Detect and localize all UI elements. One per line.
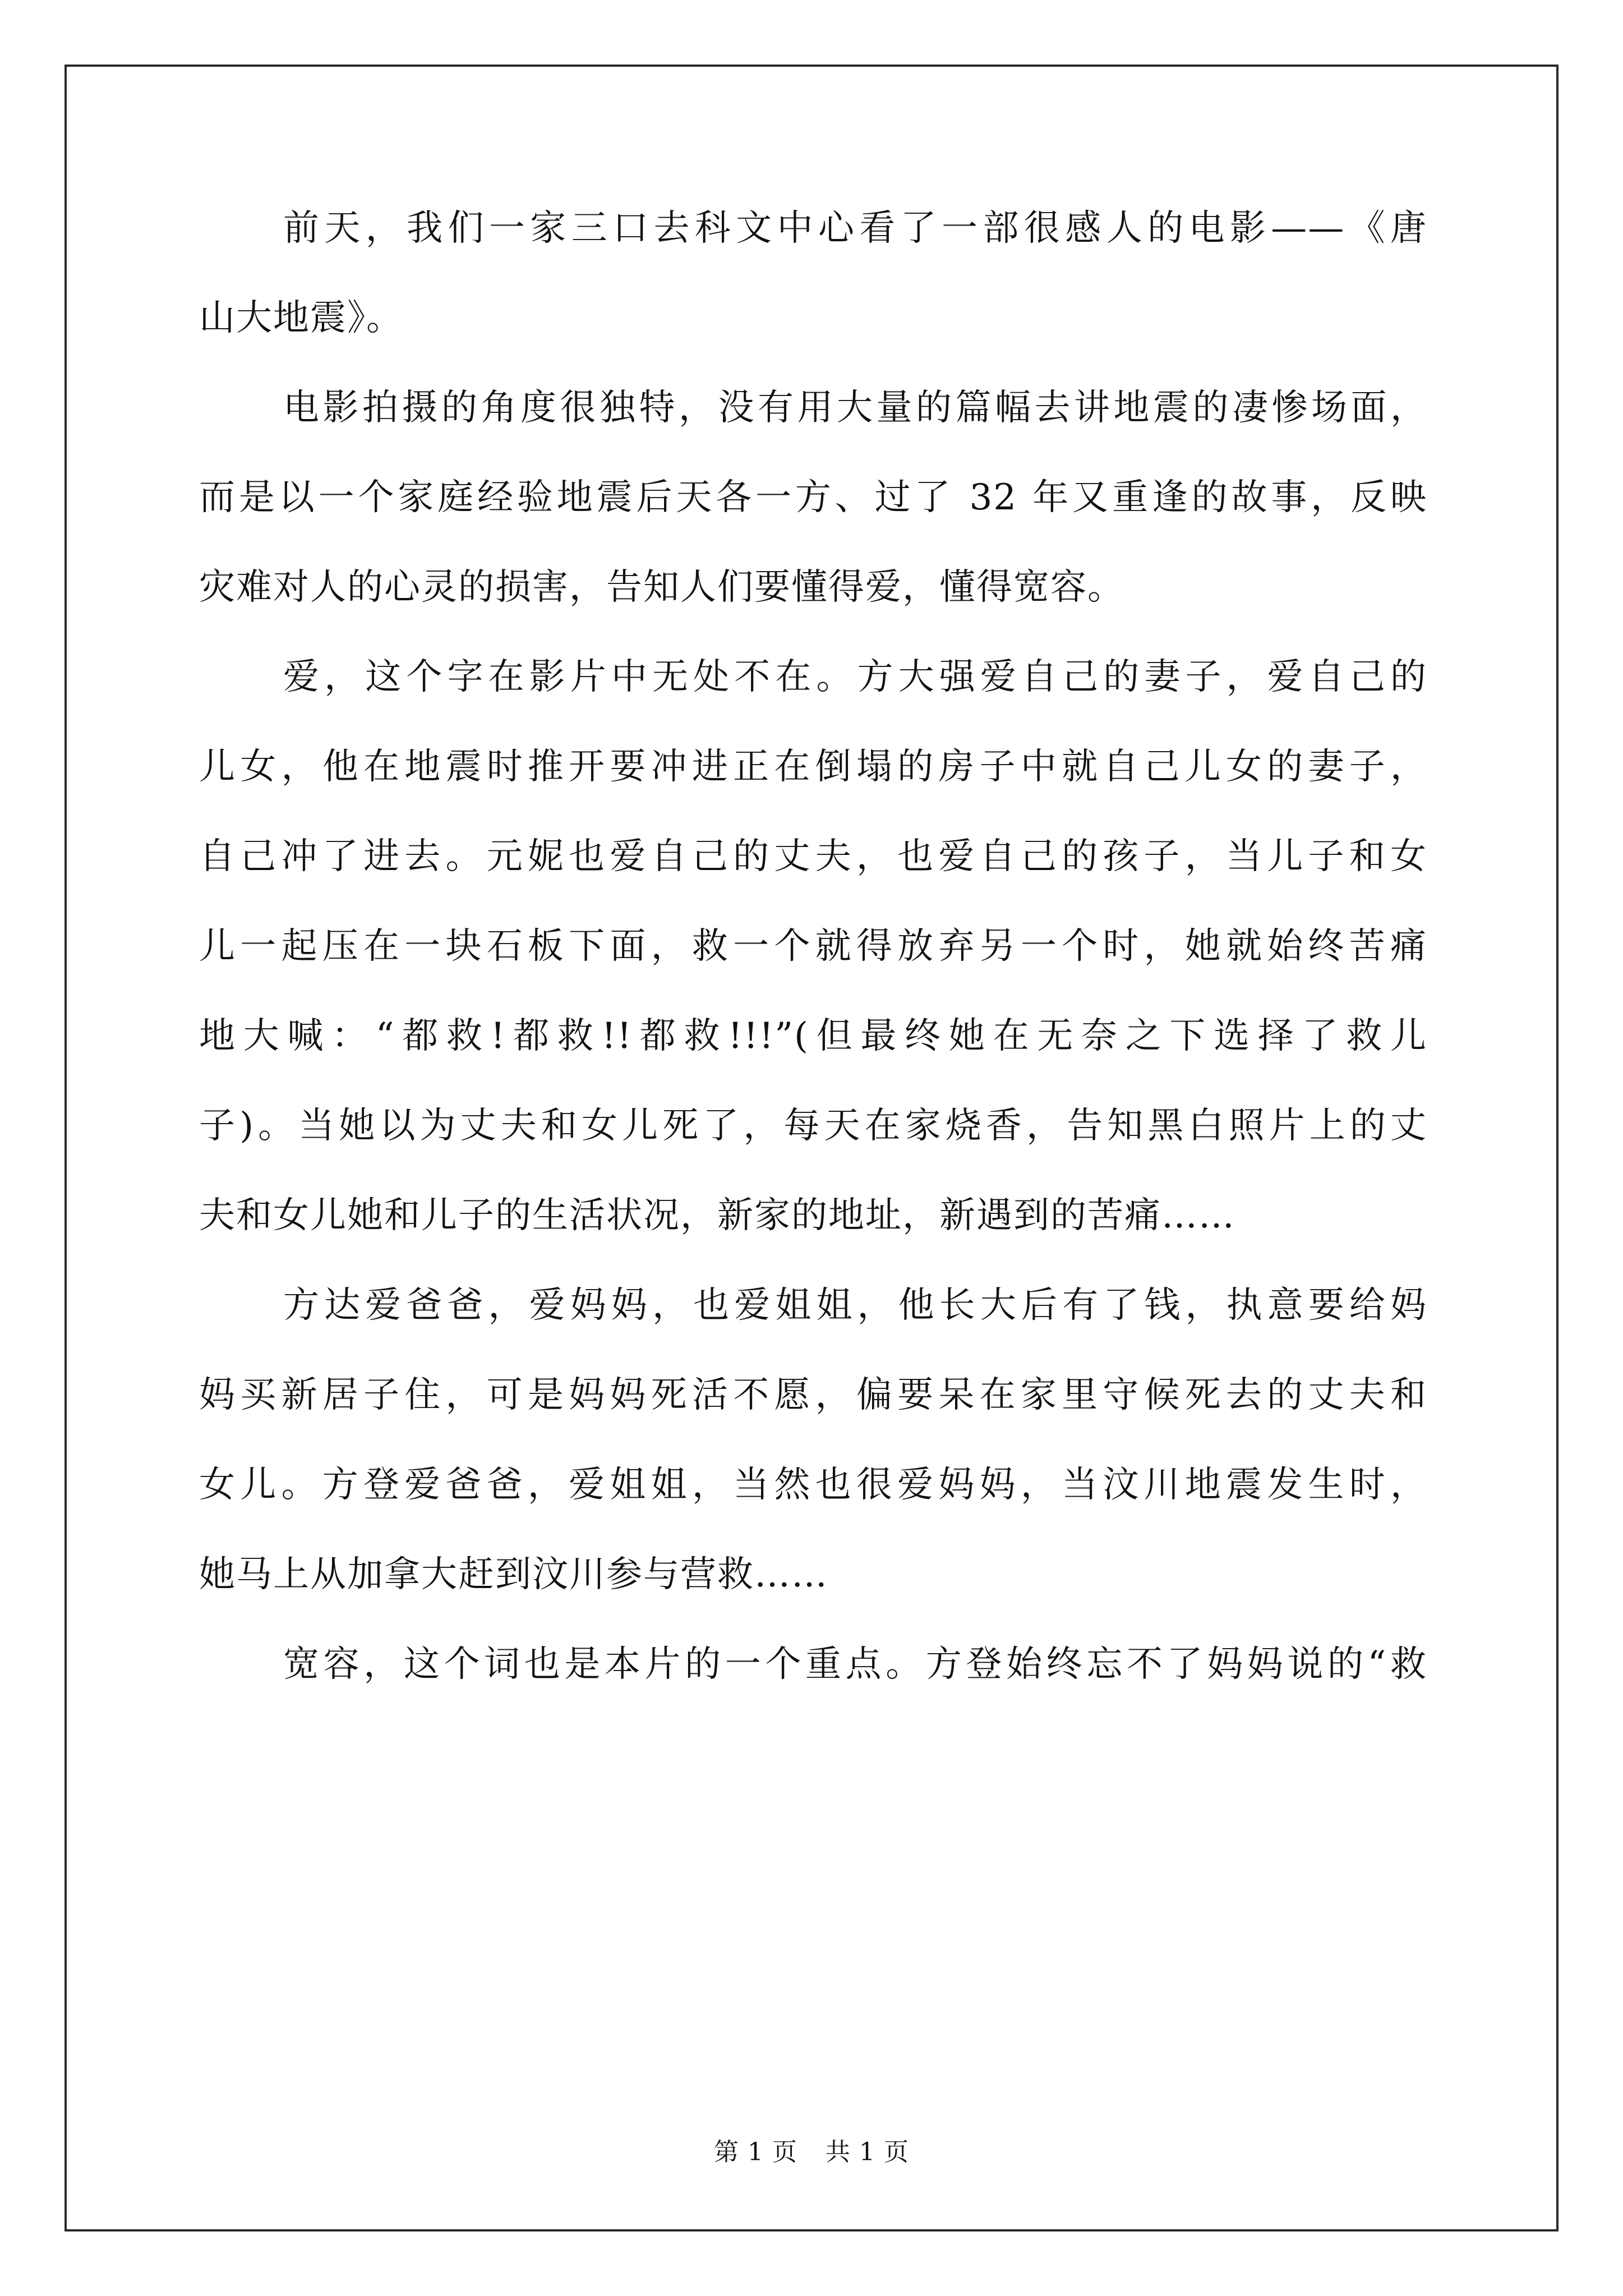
text-line: 她马上从加拿大赶到汶川参与营救…… bbox=[199, 1554, 828, 1595]
text-line: 妈买新居子住，可是妈妈死活不愿，偏要呆在家里守候死去的丈夫和 bbox=[199, 1374, 1427, 1416]
text-line: 山大地震》。 bbox=[199, 297, 403, 339]
text-line: 女儿。方登爱爸爸，爱姐姐，当然也很爱妈妈，当汶川地震发生时， bbox=[199, 1464, 1427, 1506]
text-line: 前天，我们一家三口去科文中心看了一部很感人的电影——《唐 bbox=[283, 208, 1427, 249]
text-line: 灾难对人的心灵的损害，告知人们要懂得爱，懂得宽容。 bbox=[199, 567, 1124, 608]
text-line: 自己冲了进去。元妮也爱自己的丈夫，也爱自己的孩子，当儿子和女 bbox=[199, 836, 1427, 877]
text-line: 夫和女儿她和儿子的生活状况，新家的地址，新遇到的苦痛…… bbox=[199, 1195, 1235, 1236]
page-footer bbox=[0, 2132, 1623, 2168]
text-line: 儿女，他在地震时推开要冲进正在倒塌的房子中就自己儿女的妻子， bbox=[199, 746, 1427, 788]
text-line: 宽容，这个词也是本片的一个重点。方登始终忘不了妈妈说的“救 bbox=[283, 1644, 1427, 1685]
text-line: 而是以一个家庭经验地震后天各一方、过了 32 年又重逢的故事，反映 bbox=[199, 477, 1427, 518]
page-number: 第 1 页 bbox=[714, 2138, 797, 2166]
text-line: 电影拍摄的角度很独特，没有用大量的篇幅去讲地震的凄惨场面， bbox=[283, 387, 1427, 429]
text-line: 方达爱爸爸，爱妈妈，也爱姐姐，他长大后有了钱，执意要给妈 bbox=[283, 1285, 1427, 1326]
text-line: 儿一起压在一块石板下面，救一个就得放弃另一个时，她就始终苦痛 bbox=[199, 926, 1427, 967]
text-line: 子)。当她以为丈夫和女儿死了，每天在家烧香，告知黑白照片上的丈 bbox=[199, 1105, 1427, 1147]
text-line: 地大喊：“都救!都救!!都救!!!”(但最终她在无奈之下选择了救儿 bbox=[199, 1015, 1427, 1057]
page-total: 共 1 页 bbox=[826, 2138, 909, 2166]
text-line: 爱，这个字在影片中无处不在。方大强爱自己的妻子，爱自己的 bbox=[283, 656, 1427, 698]
document-body bbox=[199, 210, 1427, 1736]
